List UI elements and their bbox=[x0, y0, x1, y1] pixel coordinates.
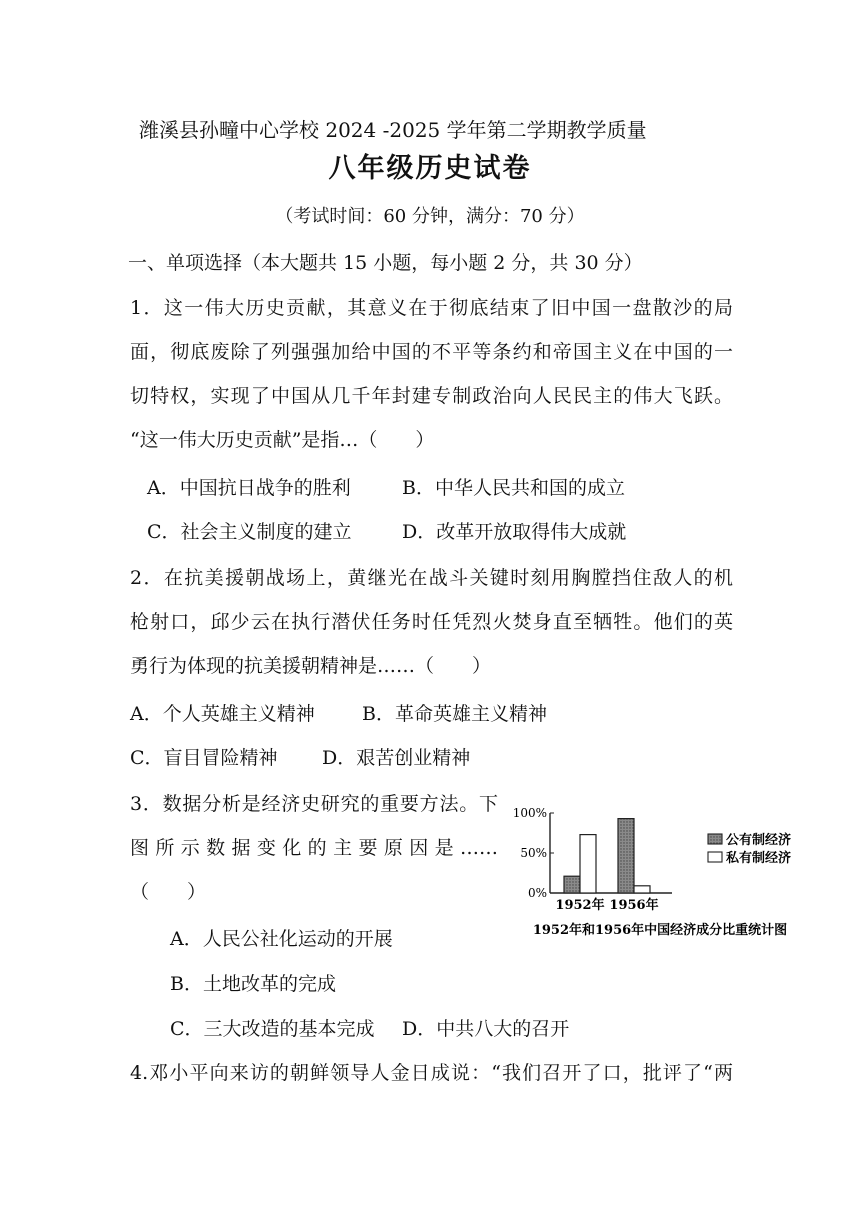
q2-option-b: B．革命英雄主义精神 bbox=[362, 703, 547, 725]
q2-option-a: A．个人英雄主义精神 bbox=[130, 703, 315, 725]
q1-line-2: 面，彻底废除了列强强加给中国的不平等条约和帝国主义在中国的一 bbox=[130, 341, 733, 363]
exam-title: 八年级历史试卷 bbox=[328, 153, 532, 184]
economy-chart bbox=[512, 800, 812, 950]
exam-info: （考试时间：60 分钟，满分：70 分） bbox=[275, 206, 585, 227]
q1-option-b: B．中华人民共和国的成立 bbox=[402, 477, 625, 499]
y-tick-label: 0% bbox=[527, 886, 547, 900]
q3-option-b: B．土地改革的完成 bbox=[170, 973, 336, 995]
q1-line-1: 1．这一伟大历史贡献，其意义在于彻底结束了旧中国一盘散沙的局 bbox=[130, 297, 733, 319]
y-tick-label: 100% bbox=[512, 806, 547, 820]
q2-line-2: 枪射口，邱少云在执行潜伏任务时任凭烈火焚身直至牺牲。他们的英 bbox=[130, 611, 733, 633]
chart-title: 1952年和1956年中国经济成分比重统计图 bbox=[532, 923, 788, 938]
legend-swatch bbox=[708, 852, 722, 862]
bar-private-1 bbox=[634, 886, 650, 893]
q1-option-d: D．改革开放取得伟大成就 bbox=[402, 521, 627, 543]
q3-option-a: A．人民公社化运动的开展 bbox=[170, 928, 393, 950]
q1-line-4: “这一伟大历史贡献”是指…（ ） bbox=[130, 429, 435, 451]
legend-swatch bbox=[708, 834, 722, 844]
q3-option-c: C．三大改造的基本完成 bbox=[170, 1018, 375, 1040]
bar-private-0 bbox=[580, 835, 596, 893]
x-tick-label: 1956年 bbox=[609, 898, 659, 913]
legend-label: 公有制经济 bbox=[726, 833, 792, 848]
q3-line-1: 3．数据分析是经济史研究的重要方法。下 bbox=[130, 793, 498, 815]
y-tick-label: 50% bbox=[520, 846, 547, 860]
economy-chart-svg bbox=[512, 800, 812, 950]
q2-option-c: C．盲目冒险精神 bbox=[130, 747, 278, 769]
section-title: 一、单项选择（本大题共 15 小题，每小题 2 分，共 30 分） bbox=[128, 252, 643, 274]
q2-line-3: 勇行为体现的抗美援朝精神是……（ ） bbox=[130, 655, 492, 677]
legend-label: 私有制经济 bbox=[726, 851, 792, 866]
q1-option-a: A．中国抗日战争的胜利 bbox=[147, 477, 351, 499]
q1-option-c: C．社会主义制度的建立 bbox=[147, 521, 352, 543]
q4-line-1: 4.邓小平向来访的朝鲜领导人金日成说：“我们召开了口，批评了“两 bbox=[130, 1062, 733, 1084]
q3-line-3: （ ） bbox=[130, 881, 207, 903]
q3-line-2: 图所示数据变化的主要原因是…… bbox=[130, 837, 498, 859]
x-tick-label: 1952年 bbox=[555, 898, 605, 913]
bar-public-1 bbox=[618, 819, 634, 893]
q1-line-3: 切特权，实现了中国从几千年封建专制政治向人民民主的伟大飞跃。 bbox=[130, 385, 733, 407]
q2-line-1: 2．在抗美援朝战场上，黄继光在战斗关键时刻用胸膛挡住敌人的机 bbox=[130, 567, 733, 589]
bar-public-0 bbox=[564, 876, 580, 893]
q3-option-d: D．中共八大的召开 bbox=[402, 1018, 570, 1040]
q2-option-d: D．艰苦创业精神 bbox=[322, 747, 471, 769]
exam-school-title: 潍溪县孙疃中心学校 2024 -2025 学年第二学期教学质量 bbox=[139, 118, 647, 142]
